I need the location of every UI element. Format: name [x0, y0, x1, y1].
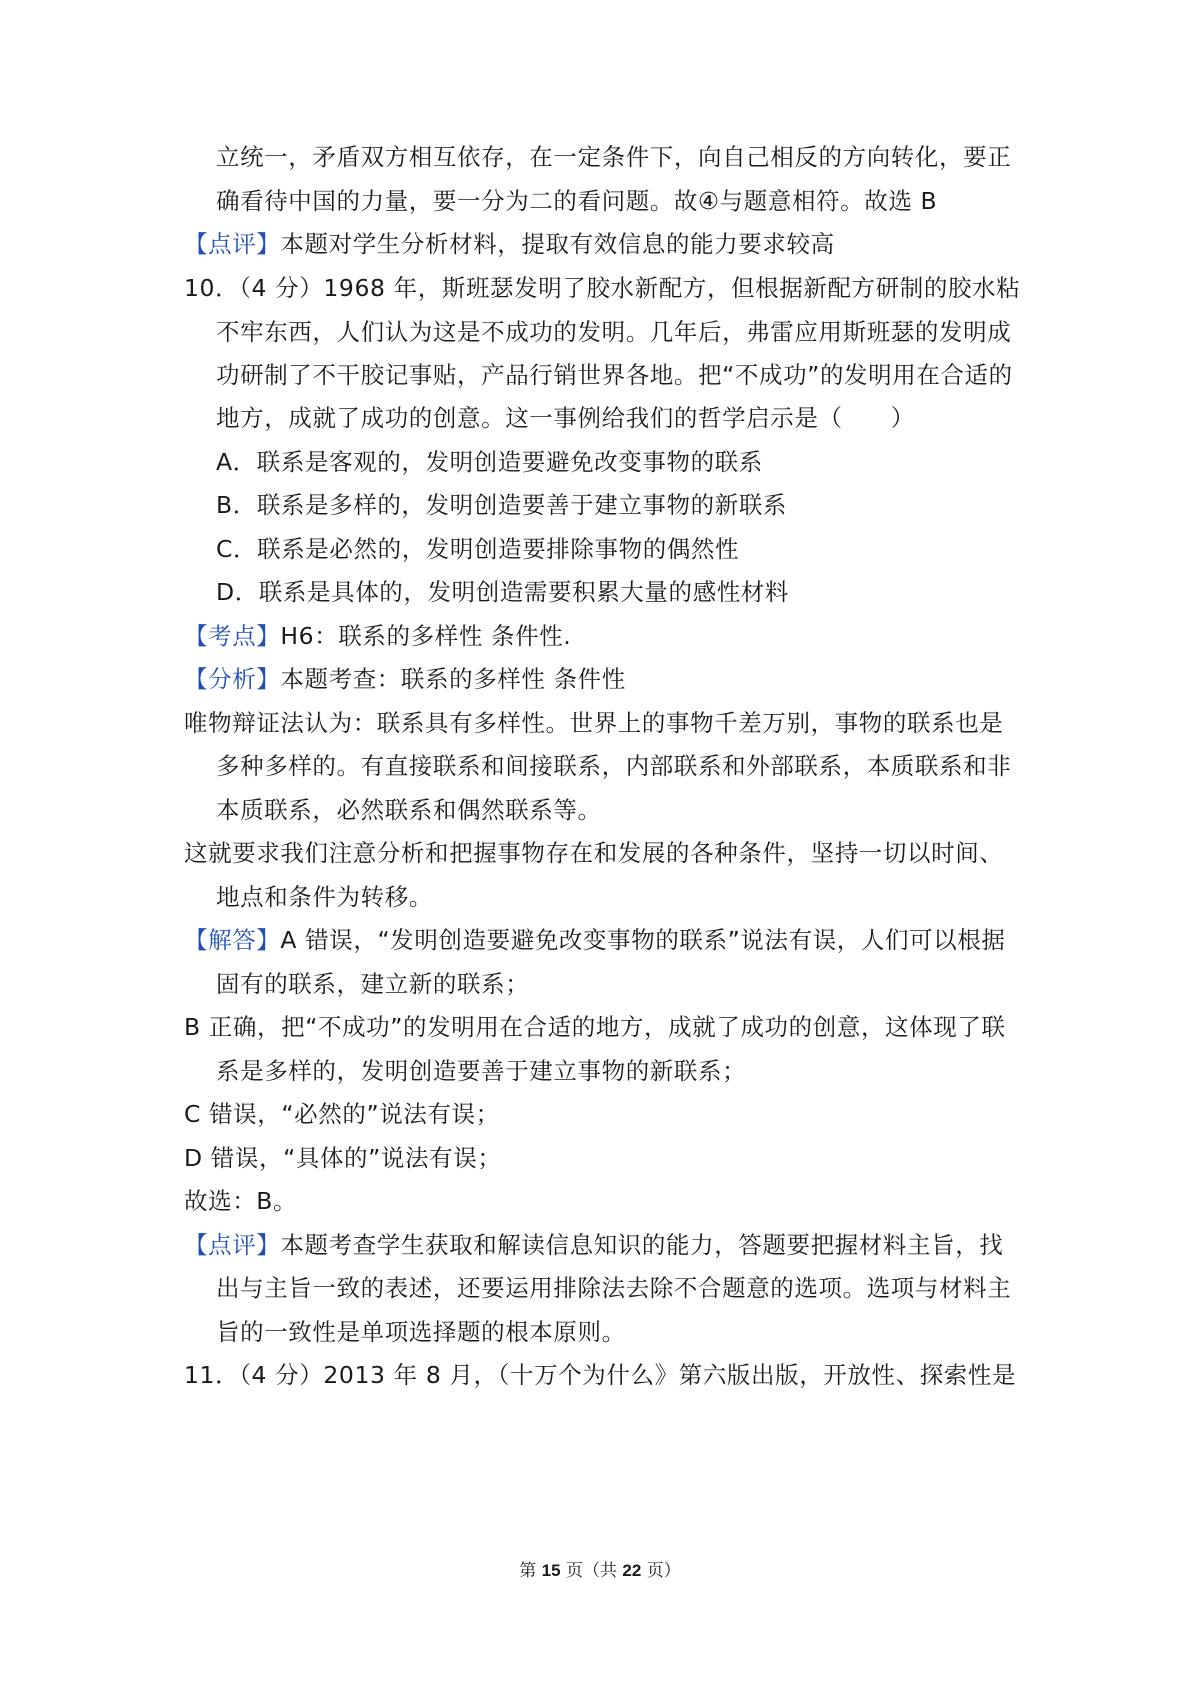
option-d: D．联系是具体的，发明创造需要积累大量的感性材料	[216, 578, 789, 606]
footer-suffix: 页）	[641, 1561, 681, 1581]
analysis-text: 本题考查：联系的多样性 条件性	[280, 665, 626, 693]
analysis-tag: 【分析】	[184, 665, 281, 693]
text-line: 出与主旨一致的表述，还要运用排除法去除不合题意的选项。选项与材料主	[216, 1274, 1012, 1302]
comment-line	[184, 1230, 1003, 1260]
text-line: 确看待中国的力量，要一分为二的看问题。故④与题意相符。故选 B	[216, 187, 938, 215]
text-line: 多种多样的。有直接联系和间接联系，内部联系和外部联系，本质联系和非	[216, 752, 1012, 780]
text-line: 立统一，矛盾双方相互依存，在一定条件下，向自己相反的方向转化，要正	[216, 143, 1012, 171]
text-line: 本质联系，必然联系和偶然联系等。	[216, 796, 602, 824]
comment-text: 本题考查学生获取和解读信息知识的能力，答题要把握材料主旨，找	[280, 1231, 1004, 1259]
text-line: 唯物辩证法认为：联系具有多样性。世界上的事物千差万别，事物的联系也是	[184, 709, 1004, 737]
footer-middle: 页（共	[560, 1561, 623, 1581]
answer-tag: 【解答】	[184, 926, 281, 954]
text-line: D 错误，“具体的”说法有误；	[184, 1144, 502, 1172]
text-line: 地方，成就了成功的创意。这一事例给我们的哲学启示是（ ）	[216, 404, 915, 432]
text-line: 旨的一致性是单项选择题的根本原则。	[216, 1318, 626, 1346]
text-line: 功研制了不干胶记事贴，产品行销世界各地。把“不成功”的发明用在合适的	[216, 361, 1013, 389]
test-point-line	[184, 621, 571, 651]
test-point-tag: 【考点】	[184, 622, 281, 650]
answer-line	[184, 925, 1006, 955]
option-c: C．联系是必然的，发明创造要排除事物的偶然性	[216, 535, 740, 563]
text-line: 不牢东西，人们认为这是不成功的发明。几年后，弗雷应用斯班瑟的发明成	[216, 318, 1012, 346]
footer-prefix: 第	[519, 1561, 542, 1581]
final-answer: 故选：B。	[184, 1187, 298, 1215]
page-footer	[0, 1560, 1200, 1582]
analysis-line	[184, 664, 626, 694]
total-page-number: 22	[622, 1561, 642, 1580]
text-line: 地点和条件为转移。	[216, 883, 433, 911]
comment-tag: 【点评】	[184, 1231, 281, 1259]
current-page-number: 15	[541, 1561, 561, 1580]
test-point-text: H6：联系的多样性 条件性.	[280, 622, 572, 650]
answer-text: A 错误，“发明创造要避免改变事物的联系”说法有误，人们可以根据	[280, 926, 1006, 954]
text-line: 固有的联系，建立新的联系；	[216, 970, 530, 998]
question-10-stem: 10．（4 分）1968 年，斯班瑟发明了胶水新配方，但根据新配方研制的胶水粘	[184, 274, 1021, 302]
text-line: 系是多样的，发明创造要善于建立事物的新联系；	[216, 1057, 747, 1085]
text-line: B 正确，把“不成功”的发明用在合适的地方，成就了成功的创意，这体现了联	[184, 1013, 1006, 1041]
text-line: C 错误，“必然的”说法有误；	[184, 1100, 500, 1128]
text-line: 这就要求我们注意分析和把握事物存在和发展的各种条件，坚持一切以时间、	[184, 839, 1004, 867]
question-11-stem: 11．（4 分）2013 年 8 月，（十万个为什么》第六版出版，开放性、探索性是	[184, 1361, 1017, 1389]
comment-line	[184, 229, 835, 259]
option-b: B．联系是多样的，发明创造要善于建立事物的新联系	[216, 491, 788, 519]
comment-tag: 【点评】	[184, 230, 281, 258]
option-a: A．联系是客观的，发明创造要避免改变事物的联系	[216, 448, 763, 476]
comment-text: 本题对学生分析材料，提取有效信息的能力要求较高	[280, 230, 835, 258]
